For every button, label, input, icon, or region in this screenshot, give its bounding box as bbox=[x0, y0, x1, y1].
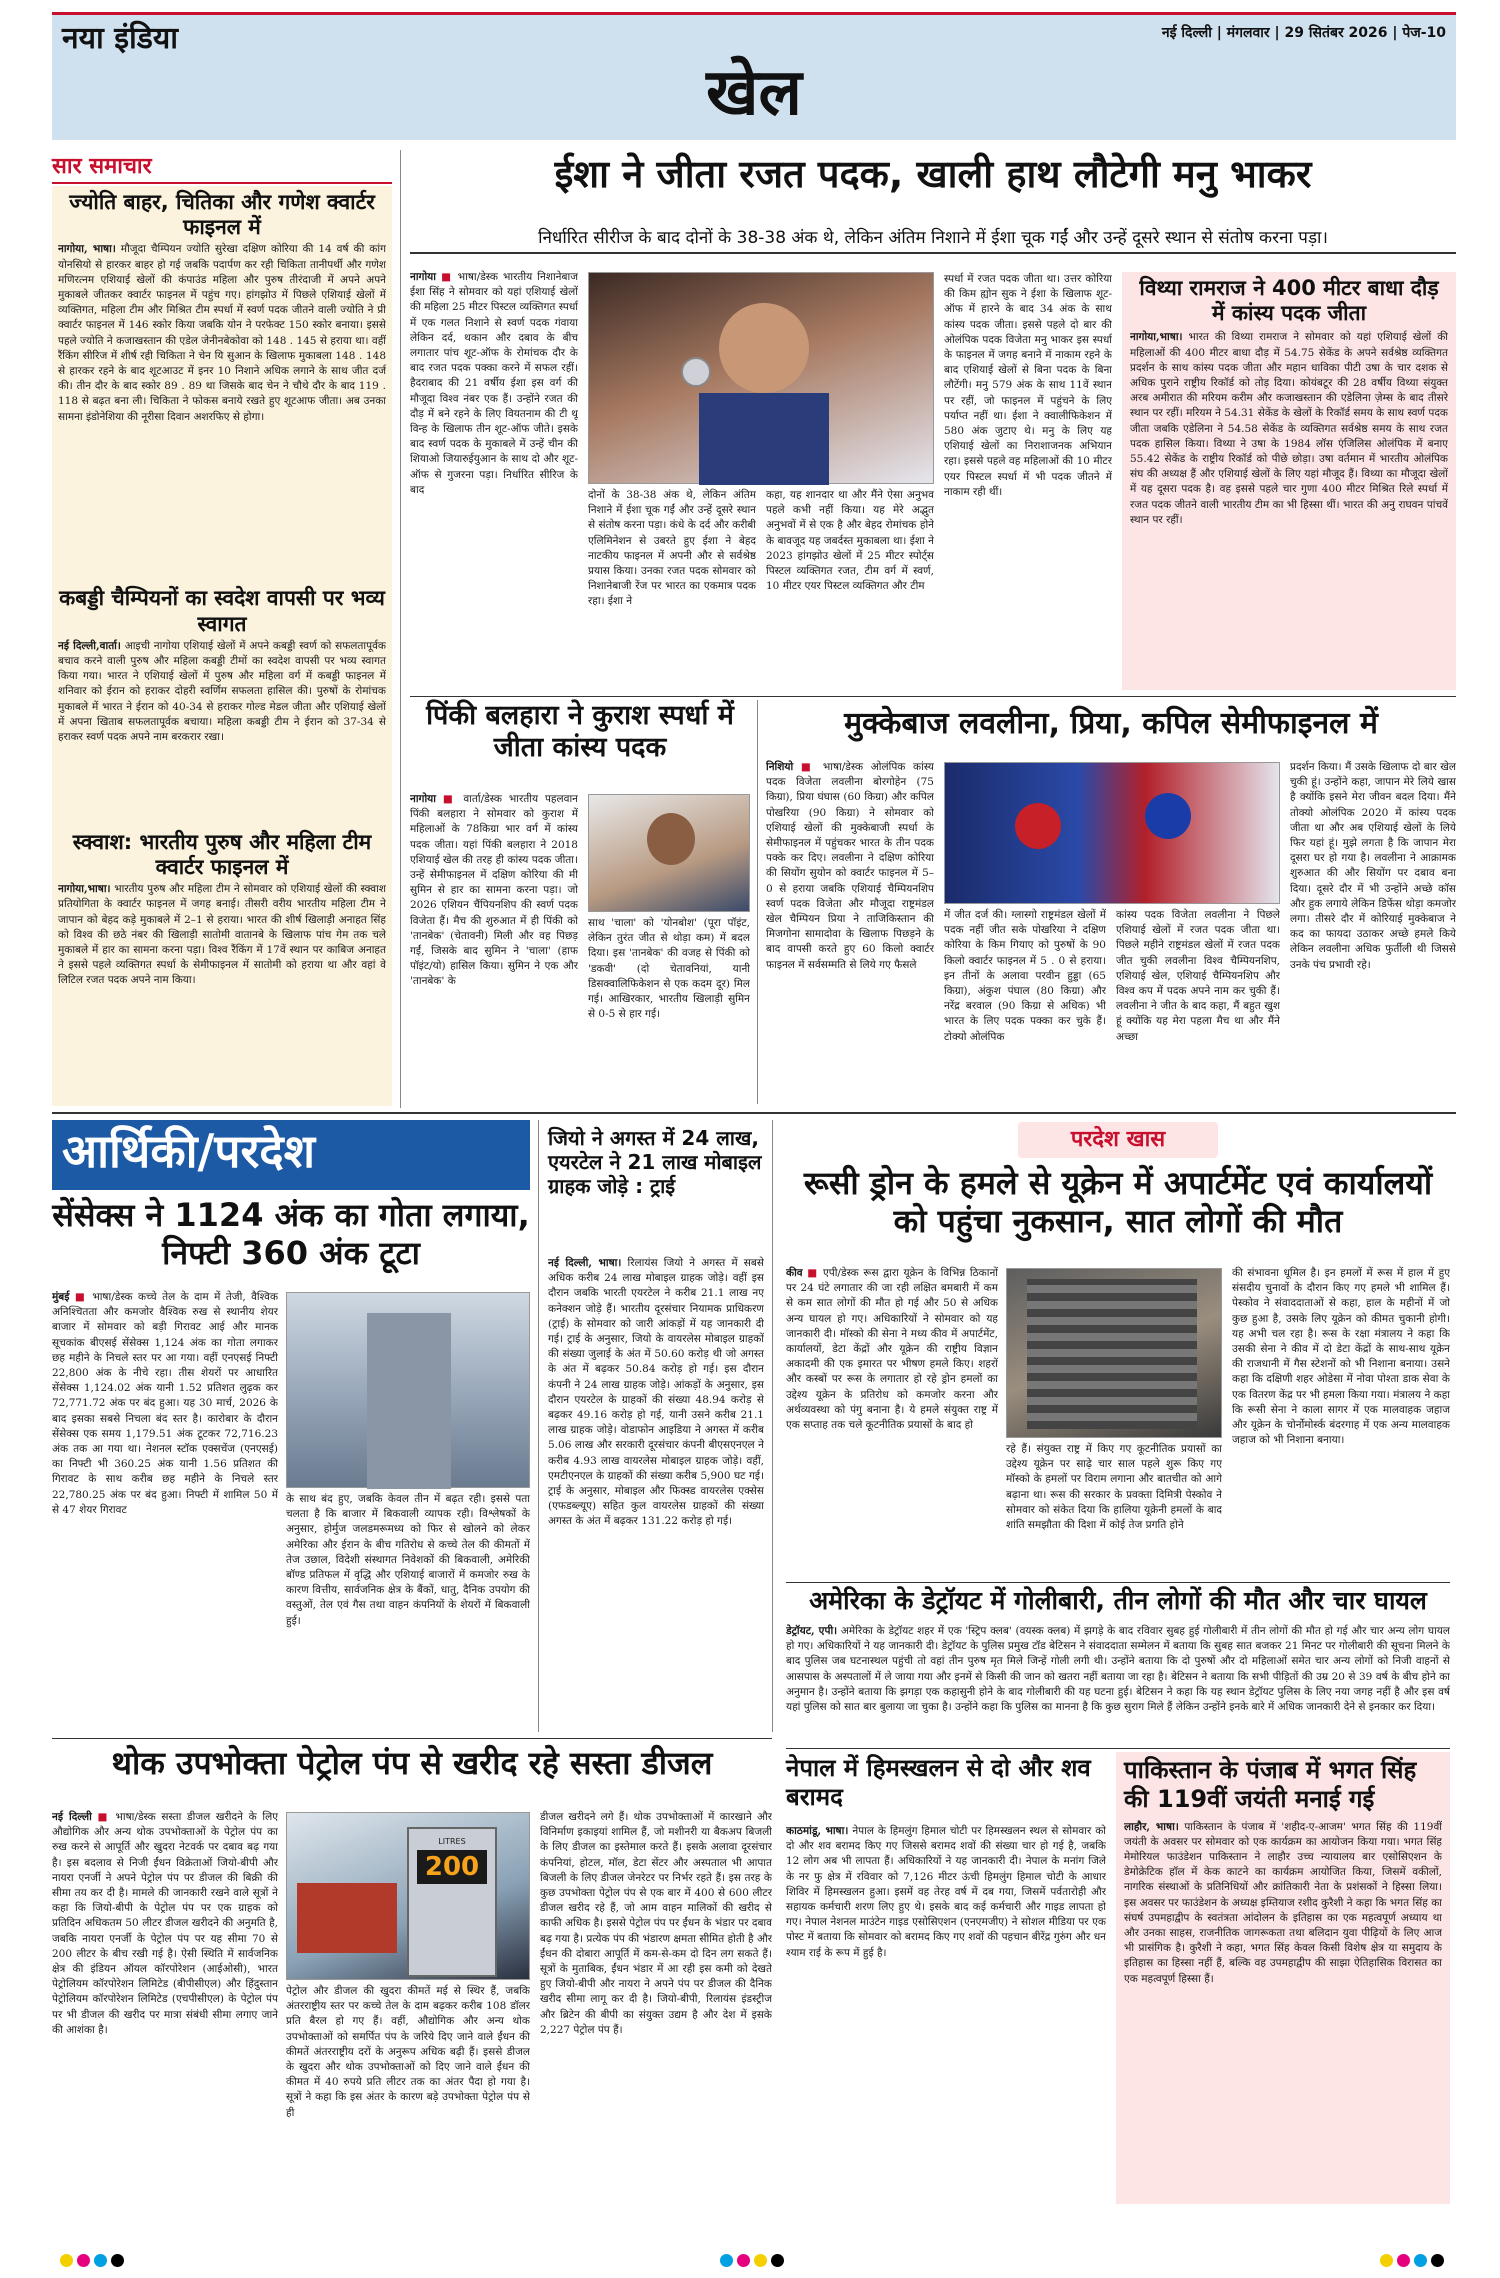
brief-headline: स्क्वाश: भारतीय पुरुष और महिला टीम क्वार्टर फाइनल में bbox=[72, 829, 372, 879]
nepal-dateline: काठमांडू, भाषा। bbox=[786, 1825, 849, 1837]
nepal-text: नेपाल के हिमलुंग हिमाल चोटी पर हिमस्खलन स्थल से सोमवार को दो और शव बरामद किए गए जिससे बरामद शवों की संख्या चार हो गई है, जबकि 12 लोग अब भी लापता हैं। अधिकारियों ने यह जानकारी दी। नेपाल के मनांग जिले के नर फु क्षेत्र में रविवार को 7,126 मीटर ऊंची हिमलुंग हिमाल चोटी के आधार शिविर में हिमस्खलन हुआ। इसमें वह तेरह वर्ष में दब गया, जिसमें पर्वतारोही और सहायक कर्मचारी शरण लिए हुए थे। इसके बाद कई कर्मचारी और गाइड लापता हो गए। नेपाल नेशनल माउंटेन गाइड एसोसिएशन (एनएमजीए) ने सोशल मीडिया पर एक पोस्ट में बताया कि सोमवार को बरामद किए गए शवों की पहचान बीरेंद्र गुरुंग और धन श्याम राई के रूप में हुई है। bbox=[786, 1825, 1106, 1959]
vithya-body bbox=[1130, 330, 1448, 668]
vithya-dateline: नागोया,भाषा। bbox=[1130, 331, 1183, 344]
boxing-photo bbox=[944, 762, 1280, 904]
glove-icon bbox=[1015, 803, 1061, 849]
nepal-headline: नेपाल में हिमस्खलन से दो और शव बरामद bbox=[786, 1754, 1091, 1811]
brief-dateline: नागोया, भाषा। bbox=[58, 243, 116, 256]
stock-exchange-photo bbox=[286, 1292, 530, 1488]
pinki-headline: पिंकी बलहारा ने कुराश स्पर्धा में जीता कांस्य पदक bbox=[426, 700, 734, 764]
jio-body bbox=[548, 1256, 764, 1732]
pump-label: LITRES bbox=[438, 1837, 466, 1846]
color-dot bbox=[754, 2254, 767, 2267]
color-dot bbox=[60, 2254, 73, 2267]
bhagat-box bbox=[1116, 1752, 1450, 2204]
ukraine-col-3: की संभावना धूमिल है। इन हमलों में रूस में हाल में हुए संसदीय चुनावों के दौरान किए गए हमले भी शामिल हैं। पेस्कोव ने संवाददाताओं से कहा, हाल के महीनों में जो कुछ हुआ है, उसके लिए यूक्रेन को कीमत चुकानी होगी। यह अभी चल रहा है। रूस के रक्षा मंत्रालय ने कहा कि उसकी सेना ने कीव में दो डेटा केंद्रों के साथ-साथ यूक्रेन की राजधानी में गैस स्टेशनों को भी निशाना बनाया। उसने कहा कि दक्षिणी शहर ओडेसा में नोवा पोश्ता डाक सेवा के एक वितरण केंद्र पर भी हमला किया गया। मंत्रालय ने कहा कि रूसी सेना ने काला सागर में एक मालवाहक जहाज और यूक्रेन के चोर्नोमोर्स्क बंदरगाह में एक अन्य मालवाहक जहाज को भी निशाना बनाया। bbox=[1232, 1267, 1450, 1447]
lead-subhead: निर्धारित सीरीज के बाद दोनों के 38-38 अंक थे, लेकिन अंतिम निशाने में ईशा चूक गईं और उन्हें दूसरे स्थान से संतोष करना पड़ा। bbox=[410, 228, 1456, 254]
brief-item bbox=[58, 586, 386, 823]
bhagat-dateline: लाहौर, भाषा। bbox=[1124, 1820, 1179, 1833]
glove-icon bbox=[1145, 793, 1191, 839]
registration-marks bbox=[720, 2252, 788, 2271]
truck-shape bbox=[297, 1883, 397, 1953]
ukraine-text: रूस द्वारा यूक्रेन के विभिन्न ठिकानों पर 24 घंटे लगातार की जा रही लक्षित बमबारी में कम से कम सात लोगों की मौत हो गई और 50 से अधिक अन्य घायल हो गए। अधिकारियों ने सोमवार को यह जानकारी दी। मॉस्को की सेना ने मध्य कीव में अपार्टमेंट, कार्यालयों, डेटा केंद्रों और यूक्रेन की राष्ट्रीय विज्ञान अकादमी की एक इमारत पर भीषण हमले किए। शहरों और कस्बों पर रूस के लगातार हो रहे ड्रोन हमलों का उद्देश्य यूक्रेन के प्रतिरोध को कमजोर करना और अर्थव्यवस्था को पंगु बनाना है। ये हमले संयुक्त राष्ट्र में एक सप्ताह तक चले कूटनीतिक प्रयासों के बाद हो bbox=[786, 1267, 998, 1432]
color-dot bbox=[77, 2254, 90, 2267]
color-dot bbox=[1431, 2254, 1444, 2267]
brief-headline: कबड्डी चैम्पियनों का स्वदेश वापसी पर भव्य स्वागत bbox=[59, 586, 385, 636]
column-divider bbox=[400, 150, 401, 1108]
masthead bbox=[52, 12, 1456, 140]
pump-display: 200 bbox=[417, 1850, 487, 1884]
damaged-building-photo bbox=[1006, 1268, 1222, 1438]
color-dot bbox=[1380, 2254, 1393, 2267]
paper-name: नया इंडिया bbox=[62, 21, 178, 56]
pinki-col-1: नागोया ■ वार्ता/डेस्क भारतीय पहलवान पिंकी बलहारा ने सोमवार को कुराश में महिलाओं के 78किग्रा भार वर्ग में कांस्य पदक जीता। यहां पिंकी बलहारा ने 2018 एशियाई खेल की तरह ही कांस्य पदक जीता। उन्हें सेमीफाइनल में दक्षिण कोरिया की मी सुमिन से हार का सामना करना पड़ा। जो 2026 एशियन चैंपियनशिप की स्वर्ण पदक विजेता हैं। मैच की शुरुआत में ही पिंकी को 'तानबेक' (चेतावनी) मिली और वह पिछड़ गईं, जिसके बाद सुमिन ने 'चाला' (हाफ पॉइंट/यो) हासिल किया। सुमिन ने एक और 'तानबेक' के bbox=[410, 793, 578, 988]
section-title: खेल bbox=[706, 56, 802, 130]
foreign-section bbox=[780, 1120, 1456, 2256]
date-line: नई दिल्ली | मंगलवार | 29 सितंबर 2026 | पेज-10 bbox=[1161, 25, 1446, 41]
sensex-text: कच्चे तेल के दाम में तेजी, वैश्विक अनिश्चितता और कमजोर वैश्विक रुख से स्थानीय शेयर बाजार में सोमवार को बड़ी गिरावट आई और मानक सूचकांक बीएसई सेंसेक्स 1,124 अंक का गोता लगाकर छह महीने के निचले स्तर पर आ गया। वहीं एनएसई निफ्टी 22,800 अंक के नीचे रहा। तीस शेयरों पर आधारित सेंसेक्स 1,124.02 अंक यानी 1.52 प्रतिशत लुढ़क कर 72,771.72 अंक पर बंद हुआ। यह 30 मार्च, 2026 के बाद इसका सबसे निचला बंद स्तर है। कारोबार के दौरान सेंसेक्स एक समय 1,179.51 अंक टूटकर 72,716.23 अंक तक आ गया था। नेशनल स्टॉक एक्सचेंज (एनएसई) का निफ्टी भी 360.25 अंक यानी 1.56 प्रतिशत की गिरावट के साथ करीब छह महीने के निचले स्तर 22,780.25 अंक पर बंद हुआ। निफ्टी में शामिल 50 में से 47 शेयर गिरावट bbox=[52, 1291, 278, 1516]
sensex-source: भाषा/डेस्क bbox=[92, 1291, 133, 1303]
diesel-col-1: नई दिल्ली ■ भाषा/डेस्क सस्ता डीजल खरीदने के लिए औद्योगिक और अन्य थोक उपभोक्ताओं के पेट्रोल पंप का रुख करने से आपूर्ति और खुदरा नेटवर्क पर दबाव बढ़ गया है। इस बदलाव से निजी ईंधन विक्रेताओं जियो-बीपी और नायरा एनर्जी ने अपने पेट्रोल पंप पर डीजल की बिक्री की सीमा तय कर दी है। मामले की जानकारी रखने वाले सूत्रों ने कहा कि जियो-बीपी के पेट्रोल पंप पर एक ग्राहक को प्रतिदिन अधिकतम 50 लीटर डीजल खरीदने की अनुमति है, जबकि नायरा एनर्जी के पेट्रोल पंप पर यह सीमा 70 से 200 लीटर के बीच रखी गई है। ऐसी स्थिति में सार्वजनिक क्षेत्र की इंडियन ऑयल कॉरपोरेशन (आईओसी), भारत पेट्रोलियम कॉरपोरेशन लिमिटेड (बीपीसीएल) और हिंदुस्तान पेट्रोलियम कॉरपोरेशन लिमिटेड (एचपीसीएल) के पेट्रोल पंप पर भी डीजल की खरीद पर मात्रा संबंधी सीमा लगाए जाने की आशंका है। bbox=[52, 1811, 278, 2036]
lead-text: भारतीय निशानेबाज ईशा सिंह ने सोमवार को यहां एशियाई खेलों की महिला 25 मीटर पिस्टल व्यक्तिगत स्पर्धा में एक गलत निशाने से स्वर्ण पदक गंवाया लेकिन दर्द, थकान और दबाव के बीच लगातार पांच शूट-ऑफ के रोमांचक दौर के बाद रजत पदक पक्का करने में सफल रहीं। हैदराबाद की 21 वर्षीय ईशा इस वर्ग की मौजूदा विश्व नंबर एक हैं। उन्होंने रजत की दौड़ में बने रहने के लिए वियतनाम की टी थू विन्ह के खिलाफ तीन शूट-ऑफ जीते। इसके बाद स्वर्ण पदक के मुकाबले में उन्हें चीन की शियाओ जियारुईयुआन के साथ दो और शूट-ऑफ से गुजरना पड़ा। निर्धारित सीरिज के बाद bbox=[410, 271, 578, 496]
lead-col-3: कहा, यह शानदार था और मैंने ऐसा अनुभव पहले कभी नहीं किया। यह मेरे अद्भुत अनुभवों में से एक है और बेहद रोमांचक होने के बावजूद यह जबर्दस्त मुकाबला था। ईशा ने 2023 हांगझोउ खेलों में 25 मीटर स्पोर्ट्स पिस्टल व्यक्तिगत रजत, टीम वर्ग में स्वर्ण, 10 मीटर एयर पिस्टल व्यक्तिगत और टीम bbox=[766, 489, 934, 593]
jio-dateline: नई दिल्ली, भाषा। bbox=[548, 1257, 622, 1269]
detroit-text: अमेरिका के डेट्रॉयट शहर में एक 'स्ट्रिप क्लब' (वयस्क क्लब) में झगड़े के बाद रविवार सुबह हुई गोलीबारी में तीन लोगों की मौत हो गई और चार अन्य लोग घायल हो गए। अधिकारियों ने यह जानकारी दी। डेट्रॉयट के पुलिस प्रमुख टॉड बेटिसन ने संवाददाता सम्मेलन में बताया कि सुबह सात बजकर 21 मिनट पर गोलीबारी की सूचना मिलने के बाद पुलिस जब घटनास्थल पहुंची तो वहां तीन पुरुष मृत मिले जिन्हें गोली लगी थी। उन्होंने बताया कि दो पुरुषों और दो महिलाओं समेत चार अन्य लोगों को निजी वाहनों से आसपास के अस्पतालों में ले जाया गया और इनमें से किसी की जान को खतरा नहीं बताया जा रहा है। बेटिसन ने बताया कि सभी पीड़ितों की उम्र 20 से 39 वर्ष के बीच होने का अनुमान है। उन्होंने बताया कि झगड़ा एक कहासुनी होने के बाद गोलीबारी की यह घटना हुई। बेटिसन ने कहा कि यह स्थान डेट्रॉयट पुलिस के लिए नया जगह नहीं है और इस वर्ष यहां पुलिस को सात बार बुलाया जा चुका है। उन्होंने कहा कि पुलिस का मानना है कि कुछ सुराग मिले हैं लेकिन उन्होंने इनके बारे में अधिक जानकारी देने से इनकार कर दिया। bbox=[786, 1625, 1450, 1714]
boxing-text: ओलंपिक कांस्य पदक विजेता लवलीना बोरगोहेन (75 किग्रा), प्रिया घंघास (60 किग्रा) और कपिल पोखरिया (90 किग्रा) ने सोमवार को एशियाई खेलों की मुक्केबाजी स्पर्धा के सेमीफाइनल में पहुंचकर भारत के तीन पदक पक्के कर दिए। लवलीना ने दक्षिण कोरिया की सियोंग सुयोन को क्वार्टर फाइनल में 5–0 से हराया जबकि एशियाई चैम्पियनशिप स्वर्ण पदक विजेता और मौजूदा राष्ट्रमंडल खेल चैम्पियन प्रिया ने ताजिकिस्तान की मिजगोना सामादोवा के खिलाफ पिछड़ने के बाद वापसी करते हुए 60 किलो क्वार्टर फाइनल में सर्वसम्मति से लिये गए फैसले bbox=[766, 761, 934, 971]
bhagat-text: पाकिस्तान के पंजाब में 'शहीद-ए-आजम' भगत सिंह की 119वीं जयंती के अवसर पर सोमवार को एक कार्यक्रम का आयोजन किया गया। भगत सिंह मेमोरियल फाउंडेशन पाकिस्तान ने लाहौर उच्च न्यायालय बार एसोसिएशन के डेमोक्रेटिक हॉल में केक काटने का कार्यक्रम आयोजित किया, जिसमें वकीलों, नागरिक संस्थाओं के प्रतिनिधियों और क्रांतिकारी नेता के प्रशंसकों ने हिस्सा लिया। इस अवसर पर फाउंडेशन के अध्यक्ष इम्तियाज रशीद कुरैशी ने कहा कि भगत सिंह का संघर्ष उपमहाद्वीप के स्वतंत्रता आंदोलन के इतिहास का एक महत्वपूर्ण अध्याय था और उनका साहस, राजनीतिक जागरूकता तथा बलिदान युवा पीढ़ियों के लिए आज भी प्रासंगिक है। कुरैशी ने कहा, भगत सिंह केवल किसी विशेष क्षेत्र या समुदाय के इतिहास का हिस्सा नहीं हैं, बल्कि वह उपमहाद्वीप की साझा ऐतिहासिक विरासत का एक महत्वपूर्ण हिस्सा हैं। bbox=[1124, 1820, 1442, 1985]
lead-dateline: नागोया bbox=[410, 271, 436, 283]
detroit-dateline: डेट्रॉयट, एपी। bbox=[786, 1625, 838, 1637]
briefs-box bbox=[52, 186, 392, 1106]
diesel-col-3: डीजल खरीदने लगे हैं। थोक उपभोक्ताओं में कारखाने और विनिर्माण इकाइयां शामिल हैं, जो मशीनरी या बैकअप बिजली के लिए डीजल का इस्तेमाल करते हैं। इसके अलावा दूरसंचार कंपनियां, होटल, मॉल, डेटा सेंटर और अस्पताल भी आपात बिजली के लिए डीजल जेनरेटर पर निर्भर रहते हैं। इस तरह के कुछ उपभोक्ता पेट्रोल पंप से एक बार में 400 से 600 लीटर डीजल खरीद रहे हैं, जो आम वाहन मालिकों की खरीद से काफी अधिक है। इससे पेट्रोल पंप पर ईंधन के भंडार पर दबाव बढ़ गया है। प्रत्येक पंप की भंडारण क्षमता सीमित होती है और ईंधन की दोबारा आपूर्ति में कम-से-कम दो दिन लग सकते हैं। सूत्रों के मुताबिक, ईंधन भंडार में आ रही इस कमी को देखते हुए जियो-बीपी और नायरा ने अपने पंप पर डीजल की दैनिक खरीद सीमा लागू कर दी है। जियो-बीपी, रिलायंस इंडस्ट्रीज और ब्रिटेन की बीपी का संयुक्त उद्यम है और देश में इसके 2,227 पेट्रोल पंप हैं। bbox=[540, 1811, 772, 2036]
brief-item bbox=[58, 830, 386, 1082]
registration-marks bbox=[1380, 2252, 1448, 2271]
vithya-text: भारत की विथ्या रामराज ने सोमवार को यहां एशियाई खेलों की महिलाओं की 400 मीटर बाधा दौड़ में 54.75 सेकेंड के अपने सर्वश्रेष्ठ व्यक्तिगत प्रदर्शन के साथ कांस्य पदक जीता और महान धाविका पीटी उषा के चार दशक से अधिक पुराने राष्ट्रीय रिकॉर्ड को तोड़ दिया। कोयंबटूर की 28 वर्षीय विथ्या संयुक्त अरब अमीरात की मरियम करीम और कजाखस्तान की एडेलिना ज़ेम्स के बाद तीसरे स्थान पर रहीं। मरियम ने 54.31 सेकेंड के खेलों के रिकॉर्ड समय के साथ स्वर्ण पदक जीता जबकि एडेलिना ने 54.58 सेकेंड के व्यक्तिगत सर्वश्रेष्ठ समय के साथ रजत पदक हासिल किया। विथ्या ने उषा के 1984 लॉस एंजिलिस ओलंपिक में बनाए 55.42 सेकेंड के राष्ट्रीय रिकॉर्ड को पीछे छोड़ा। उषा वर्तमान में भारतीय ओलंपिक संघ की अध्यक्ष हैं और एशियाई खेलों के लिए यहां मौजूद हैं। विथ्या का मौजूदा खेलों में यह दूसरा पदक है। वह इससे पहले चार गुणा 400 मीटर मिश्रित रिले स्पर्धा में रजत पदक जीतने वाली भारतीय टीम का भी हिस्सा थीं। भारत की अनु राघवन पांचवें स्थान पर रहीं। bbox=[1130, 331, 1448, 526]
jio-headline: जियो ने अगस्त में 24 लाख, एयरटेल ने 21 लाख मोबाइल ग्राहक जोड़े : ट्राई bbox=[548, 1126, 762, 1198]
shooter-photo bbox=[588, 272, 934, 484]
section-rule bbox=[786, 1748, 1450, 1749]
diesel-dateline: नई दिल्ली bbox=[52, 1811, 92, 1823]
sensex-dateline: मुंबई bbox=[52, 1291, 70, 1303]
sensex-col-1: मुंबई ■ भाषा/डेस्क कच्चे तेल के दाम में तेजी, वैश्विक अनिश्चितता और कमजोर वैश्विक रुख से स्थानीय शेयर बाजार में सोमवार को बड़ी गिरावट आई और मानक सूचकांक बीएसई सेंसेक्स 1,124 अंक का गोता लगाकर छह महीने के निचले स्तर पर आ गया। वहीं एनएसई निफ्टी 22,800 अंक के नीचे रहा। तीस शेयरों पर आधारित सेंसेक्स 1,124.02 अंक यानी 1.52 प्रतिशत लुढ़क कर 72,771.72 अंक पर बंद हुआ। यह 30 मार्च, 2026 के बाद इसका सबसे निचला बंद स्तर है। कारोबार के दौरान सेंसेक्स एक समय 1,179.51 अंक टूटकर 72,716.23 अंक तक आ गया था। नेशनल स्टॉक एक्सचेंज (एनएसई) का निफ्टी भी 360.25 अंक यानी 1.56 प्रतिशत की गिरावट के साथ करीब छह महीने के निचले स्तर 22,780.25 अंक पर बंद हुआ। निफ्टी में शामिल 50 में से 47 शेयर गिरावट bbox=[52, 1291, 278, 1516]
jio-text: रिलायंस जियो ने अगस्त में सबसे अधिक करीब 24 लाख मोबाइल ग्राहक जोड़े। वहीं इस दौरान जबकि भारती एयरटेल ने करीब 21.1 लाख नए कनेक्शन जोड़े हैं। भारतीय दूरसंचार नियामक प्राधिकरण (ट्राई) के सोमवार को जारी आंकड़ों में यह जानकारी दी गई। ट्राई के अनुसार, जियो के वायरलेस मोबाइल ग्राहकों की संख्या जुलाई के अंत में 50.60 करोड़ थी जो अगस्त के अंत में बढ़कर 50.84 करोड़ हो गई। इस दौरान कंपनी ने 24 लाख ग्राहक जोड़े। आंकड़ों के अनुसार, इस दौरान एयरटेल के ग्राहकों की संख्या 48.94 करोड़ से बढ़कर 49.16 करोड़ हो गई, यानी उसने करीब 21.1 लाख ग्राहक जोड़े। वोडाफोन आइडिया ने अगस्त में करीब 5.06 लाख और सरकारी दूरसंचार कंपनी बीएसएनएल ने करीब 4.93 लाख वायरलेस मोबाइल ग्राहक जोड़े। वहीं, एमटीएनएल के ग्राहकों की संख्या करीब 5,900 घट गई। ट्राई के अनुसार, मोबाइल और फिक्स्ड वायरलेस एक्सेस (एफडब्ल्यूए) सहित कुल वायरलेस ग्राहकों की संख्या अगस्त के अंत में बढ़कर 131.22 करोड़ हो गई। bbox=[548, 1257, 764, 1528]
page-divider bbox=[52, 1112, 1456, 1114]
lead-headline: ईशा ने जीता रजत पदक, खाली हाथ लौटेगी मनु भाकर bbox=[554, 152, 1312, 196]
brief-text: मौजूदा चैम्पियन ज्योति सुरेखा दक्षिण कोरिया की 14 वर्ष की कांग योनसियो से हारकर बाहर हो गई जबकि पदार्पण कर रही चिकिता तानीपर्थी और गणेश मणिरत्नम एशियाई खेलों की कंपाउंड महिला और पुरुष तीरंदाजी में अपने अपने मुकाबले जीतकर क्वार्टर फाइनल में पहुंच गए। हांगझोउ में पिछले एशियाई खेलों में व्यक्तिगत, महिला टीम और मिश्रित टीम स्पर्धा में स्वर्ण पदक जीतने वाली ज्योति ने प्री क्वार्टर फाइनल में 146 स्कोर किया जबकि योन ने परफेक्ट 150 स्कोर बनाया। इससे पहले ज्योति ने कजाखस्तान की एडेल जेनीनबेकोवा को 148 . 145 से हराया था। वहीं रैंकिंग सीरिज में शीर्ष रही चिकिता ने चेन यि सुआन के खिलाफ मुकाबला 148 . 148 से हारकर रहने के बाद शूटआउट में इनर 10 निशाने अधिक लगाने के साथ जीत दर्ज की। तीन दौर के बाद स्कोर 89 . 89 था जिसके बाद चेन ने चौथे दौर के बाद 119 . 118 से बढ़त बना ली। चिकिता ने फोकस बनाये रखते हुए शूटआफ जीता। अब उनका सामना इंडोनेशिया की नूरीसा दिवान अशरफिए से होगा। bbox=[58, 243, 386, 423]
pinki-col-2: साथ 'चाला' को 'योनबोश' (पूरा पॉइंट, लेकिन तुरंत जीत से थोड़ा कम) में बदल दिया। इस 'तानबेक' की वजह से पिंकी को 'डकवी' (दो चेतावनियां, यानी डिसक्वालिफिकेशन से एक कदम दूर) मिल गई। आखिरकार, भारतीय खिलाड़ी सुमिन से 0-5 से हार गई। bbox=[588, 917, 750, 1021]
lead-col-1: नागोया ■ भाषा/डेस्क भारतीय निशानेबाज ईशा सिंह ने सोमवार को यहां एशियाई खेलों की महिला 25 मीटर पिस्टल व्यक्तिगत स्पर्धा में एक गलत निशाने से स्वर्ण पदक गंवाया लेकिन दर्द, थकान और दबाव के बीच लगातार पांच शूट-ऑफ के रोमांचक दौर के बाद रजत पदक पक्का करने में सफल रहीं। हैदराबाद की 21 वर्षीय ईशा इस वर्ग की मौजूदा विश्व नंबर एक हैं। उन्होंने रजत की दौड़ में बने रहने के लिए वियतनाम की टी थू विन्ह के खिलाफ तीन शूट-ऑफ जीते। इसके बाद स्वर्ण पदक के मुकाबले में उन्हें चीन की शियाओ जियारुईयुआन के साथ दो और शूट-ऑफ से गुजरना पड़ा। निर्धारित सीरिज के बाद bbox=[410, 271, 578, 496]
building-ruins bbox=[1027, 1279, 1197, 1429]
boxing-source: भाषा/डेस्क bbox=[822, 761, 864, 773]
boxing-dateline: निशियो bbox=[766, 761, 794, 773]
building-shape bbox=[367, 1313, 451, 1489]
color-dot bbox=[94, 2254, 107, 2267]
color-dot bbox=[111, 2254, 124, 2267]
pinki-source: वार्ता/डेस्क bbox=[463, 793, 502, 805]
brief-dateline: नागोया,भाषा। bbox=[58, 883, 111, 896]
athlete-figure bbox=[719, 303, 809, 393]
ukraine-dateline: कीव bbox=[786, 1267, 803, 1279]
foreign-label: परदेश खास bbox=[1018, 1122, 1218, 1158]
brief-text: भारतीय पुरुष और महिला टीम ने सोमवार को एशियाई खेलों की स्क्वाश प्रतियोगिता के क्वार्टर फाइनल में जगह बनाई। तीसरी वरीय भारतीय महिला टीम ने जापान को बेहद कड़े मुकाबले में 2–1 से हराया। भारत की शीर्ष खिलाड़ी अनाहत सिंह को विश्व की छठे नंबर की खिलाड़ी सातोमी वातानबे के खिलाफ पांच गेम तक चले मुकाबले में हार का सामना करना पड़ा। विश्व रैंकिंग में 17वें स्थान पर काबिज अनाहत ने इससे पहले व्यक्तिगत स्पर्धा के सेमीफाइनल में सातोमी को हराया था और वहां वे लिटिल रजत पदक अपने नाम किया। bbox=[58, 883, 386, 987]
fuel-pump-photo bbox=[286, 1812, 530, 1980]
lead-col-4: स्पर्धा में रजत पदक जीता था। उत्तर कोरिया की किम ह्योन सुक ने ईशा के खिलाफ शूट-ऑफ में हारने के बाद 34 अंक के साथ कांस्य पदक जीता। इससे पहले दो बार की ओलंपिक पदक विजेता मनु भाकर इस स्पर्धा के फाइनल में जगह बनाने में नाकाम रहने के बाद एशियाई खेलों से बिना पदक के बिना लौटेंगी। मनु 579 अंक के साथ 11वें स्थान पर रहीं, जो फाइनल में पहुंचने के लिए पर्याप्त नहीं था। ईशा ने क्वालीफिकेशन में 580 अंक जुटाए थे। मनु के लिए यह एशियाई खेलों का निराशाजनक अभियान रहा। इससे पहले वह महिलाओं की 10 मीटर एयर पिस्टल स्पर्धा में भी पदक जीतने में नाकाम रही थीं। bbox=[944, 273, 1112, 498]
wrestler-photo bbox=[588, 794, 750, 912]
boxing-col-1: निशियो ■ भाषा/डेस्क ओलंपिक कांस्य पदक विजेता लवलीना बोरगोहेन (75 किग्रा), प्रिया घंघास (60 किग्रा) और कपिल पोखरिया (90 किग्रा) ने सोमवार को एशियाई खेलों की मुक्केबाजी स्पर्धा के सेमीफाइनल में पहुंचकर भारत के तीन पदक पक्के कर दिए। लवलीना ने दक्षिण कोरिया की सियोंग सुयोन को क्वार्टर फाइनल में 5–0 से हराया जबकि एशियाई चैम्पियनशिप स्वर्ण पदक विजेता और मौजूदा राष्ट्रमंडल खेल चैम्पियन प्रिया ने ताजिकिस्तान की मिजगोना सामादोवा के खिलाफ पिछड़ने के बाद वापसी करते हुए 60 किलो क्वार्टर फाइनल में सर्वसम्मति से लिये गए फैसले bbox=[766, 761, 934, 971]
section-rule bbox=[786, 1582, 1450, 1583]
diesel-source: भाषा/डेस्क bbox=[115, 1811, 156, 1823]
boxing-col-2: में जीत दर्ज की। ग्लास्गो राष्ट्रमंडल खेलों में पदक नहीं जीत सके पोखरिया ने दक्षिण कोरिया के किम गियाए को पुरुषों के 90 किलो क्वार्टर फाइनल में 5 . 0 से हराया। इन तीनों के अलावा परवीन हुड्डा (65 किग्रा), अंकुश पंघाल (80 किग्रा) और नरेंद्र बरवाल (90 किग्रा से अधिक) भी भारत के लिए पदक पक्का कर चुके हैं। टोक्यो ओलंपिक bbox=[944, 909, 1106, 1043]
color-dot bbox=[1414, 2254, 1427, 2267]
brief-item bbox=[58, 190, 386, 580]
section-rule bbox=[410, 696, 1456, 697]
briefs-label: सार समाचार bbox=[52, 150, 392, 184]
ukraine-col-2: रहे हैं। संयुक्त राष्ट्र में किए गए कूटनीतिक प्रयासों का उद्देश्य यूक्रेन पर साढ़े चार साल पहले शुरू किए गए मॉस्को के हमलों पर विराम लगाना और बातचीत को आगे बढ़ाना था। रूस की सरकार के प्रवक्ता दिमित्री पेस्कोव ने सोमवार को संकेत दिया कि हालिया यूक्रेनी हमलों के बाद शांति समझौता की दिशा में कोई तेज प्रगति होने bbox=[1006, 1443, 1222, 1532]
pump-body bbox=[407, 1827, 497, 1977]
section-rule bbox=[52, 1738, 772, 1739]
boxing-col-4: प्रदर्शन किया। मैं उसके खिलाफ दो बार खेल चुकी हूं। उन्होंने कहा, जापान मेरे लिये खास है क्योंकि इसने मेरा जीवन बदल दिया। मैंने तोक्यो ओलंपिक 2020 में कांस्य पदक जीता था और अब एशियाई खेलों के लिये फिर यहां हूं। मुझे लगता है कि जापान मेरा दूसरा घर हो गया है। लवलीना ने आक्रामक शुरुआत की और सियोंग पर दबाव बना दिया। दूसरे दौर में भी उन्होंने अच्छे कॉस और हुक लगाये लेकिन डिफेंस थोड़ा कमजोर लगा। तीसरे दौर में कोरियाई मुक्केबाज ने कद का फायदा उठाकर अच्छे हमले किये लेकिन लवलीना अधिक फुर्तीली थी जिससे उनके पंच प्रभावी रहे। bbox=[1290, 761, 1456, 971]
column-divider bbox=[757, 700, 758, 1104]
column-divider bbox=[538, 1120, 539, 1732]
brief-headline: ज्योति बाहर, चितिका और गणेश क्वार्टर फाइनल में bbox=[69, 190, 375, 240]
detroit-headline: अमेरिका के डेट्रॉयट में गोलीबारी, तीन लोगों की मौत और चार घायल bbox=[809, 1586, 1427, 1615]
color-dot bbox=[737, 2254, 750, 2267]
brief-dateline: नई दिल्ली,वार्ता। bbox=[58, 639, 121, 652]
lead-col-2: दोनों के 38-38 अंक थे, लेकिन अंतिम निशाने में ईशा चूक गईं और उन्हें दूसरे स्थान से संतोष करना पड़ा। कंधे के दर्द और करीबी एलिमिनेशन से उबरते हुए ईशा ने बेहद नाटकीय फाइनल में अपनी और से सर्वश्रेष्ठ प्रयास किया। उनका रजत पदक सोमवार को निशानेबाजी रेंज पर भारत का एकमात्र पदक रहा। ईशा ने bbox=[588, 489, 756, 608]
pinki-dateline: नागोया bbox=[410, 793, 436, 805]
sensex-col-2: के साथ बंद हुए, जबकि केवल तीन में बढ़त रही। इससे पता चलता है कि बाजार में बिकवाली व्यापक रही। विश्लेषकों के अनुसार, होर्मुज जलडमरूमध्य को फिर से खोलने को लेकर अमेरिका और ईरान के बीच गतिरोध से कच्चे तेल की कीमतों में तेज उछाल, विदेशी संस्थागत निवेशकों की बिकवाली, अमेरिकी बॉण्ड प्रतिफल में वृद्धि और एशियाई बाजारों में कमजोर रुख के कारण वित्तीय, सार्वजनिक क्षेत्र के बैंकों, धातु, दैनिक उपयोग की वस्तुओं, तेल एवं गैस तथा वाहन कंपनियों के शेयरों में बिकवाली हुई। bbox=[286, 1493, 530, 1627]
lead-source: भाषा/डेस्क bbox=[457, 271, 498, 283]
diesel-col-2: पेट्रोल और डीजल की खुदरा कीमतें मई से स्थिर हैं, जबकि अंतरराष्ट्रीय स्तर पर कच्चे तेल के दाम बढ़कर करीब 108 डॉलर प्रति बैरल हो गए हैं। वहीं, औद्योगिक और अन्य थोक उपभोक्ताओं को समर्पित पंप के जरिये दिए जाने वाले ईंधन की कीमतें अंतरराष्ट्रीय दरों के अनुरूप अधिक बढ़ी हैं। इससे डीजल के खुदरा और थोक उपभोक्ताओं को दिए जाने वाले ईंधन की कीमत में 40 रुपये प्रति लीटर तक का अंतर पैदा हो गया है। सूत्रों ने कहा कि इस अंतर के कारण बड़े उपभोक्ता पेट्रोल पंप से ही bbox=[286, 1985, 530, 2119]
bhagat-body bbox=[1124, 1820, 1442, 2190]
diesel-text: सस्ता डीजल खरीदने के लिए औद्योगिक और अन्य थोक उपभोक्ताओं के पेट्रोल पंप का रुख करने से आपूर्ति और खुदरा नेटवर्क पर दबाव बढ़ गया है। इस बदलाव से निजी ईंधन विक्रेताओं जियो-बीपी और नायरा एनर्जी ने अपने पेट्रोल पंप पर डीजल की बिक्री की सीमा तय कर दी है। मामले की जानकारी रखने वाले सूत्रों ने कहा कि जियो-बीपी के पेट्रोल पंप पर एक ग्राहक को प्रतिदिन अधिकतम 50 लीटर डीजल खरीदने की अनुमति है, जबकि नायरा एनर्जी के पेट्रोल पंप पर यह सीमा 70 से 200 लीटर के बीच रखी गई है। ऐसी स्थिति में सार्वजनिक क्षेत्र की इंडियन ऑयल कॉरपोरेशन (आईओसी), भारत पेट्रोलियम कॉरपोरेशन लिमिटेड (बीपीसीएल) और हिंदुस्तान पेट्रोलियम कॉरपोरेशन लिमिटेड (एचपीसीएल) के पेट्रोल पंप पर भी डीजल की खरीद पर मात्रा संबंधी सीमा लगाए जाने की आशंका है। bbox=[52, 1811, 278, 2036]
medal-icon bbox=[681, 357, 711, 387]
vithya-box bbox=[1122, 272, 1456, 690]
ukraine-headline: रूसी ड्रोन के हमले से यूक्रेन में अपार्टमेंट एवं कार्यालयों को पहुंचा नुकसान, सात लोगों की मौत bbox=[803, 1164, 1433, 1241]
brief-text: आइची नागोया एशियाई खेलों में अपने कबड्डी स्वर्ण को सफलतापूर्वक बचाव करने वाली पुरुष और महिला कबड्डी टीमों का स्वदेश वापसी पर भव्य स्वागत किया गया। भारत ने एशियाई खेलों में पुरुष और महिला वर्ग में कबड्डी फाइनल में शनिवार को ईरान को हराकर दोहरी स्वर्णिम सफलता हासिल की। पुरुषों के रोमांचक मुकाबले में भारत ने ईरान को 40-34 से हराकर गोल्ड मेडल जीता और एशियाई खेलों में अपना खिताब सफलतापूर्वक बचाया। महिला कबड्डी टीम ने ईरान को 37-34 से हराकर स्वर्ण पदक अपने नाम बरकरार रखा। bbox=[58, 639, 386, 743]
vithya-headline: विथ्या रामराज ने 400 मीटर बाधा दौड़ में कांस्य पदक जीता bbox=[1139, 276, 1439, 326]
ukraine-col-1: कीव ■ एपी/डेस्क रूस द्वारा यूक्रेन के विभिन्न ठिकानों पर 24 घंटे लगातार की जा रही लक्षित बमबारी में कम से कम सात लोगों की मौत हो गई और 50 से अधिक अन्य घायल हो गए। अधिकारियों ने सोमवार को यह जानकारी दी। मॉस्को की सेना ने मध्य कीव में अपार्टमेंट, कार्यालयों, डेटा केंद्रों और यूक्रेन की राष्ट्रीय विज्ञान अकादमी की एक इमारत पर भीषण हमले किए। शहरों और कस्बों पर रूस के लगातार हो रहे ड्रोन हमलों का उद्देश्य यूक्रेन के प्रतिरोध को कमजोर करना और अर्थव्यवस्था को पंगु बनाना है। ये हमले संयुक्त राष्ट्र में एक सप्ताह तक चले कूटनीतिक प्रयासों के बाद हो bbox=[786, 1267, 998, 1432]
ukraine-source: एपी/डेस्क bbox=[822, 1267, 859, 1279]
brief-body bbox=[58, 639, 386, 824]
boxing-col-3: कांस्य पदक विजेता लवलीना ने पिछले एशियाई खेलों में रजत पदक जीता था। पिछले महीने राष्ट्रमंडल खेलों में रजत पदक जीत चुकी लवलीना विश्व चैम्पियनशिप, एशियाई खेल, एशियाई चैम्पियनशिप और विश्व कप में पदक अपने नाम कर चुकी हैं। लवलीना ने जीत के बाद कहा, मैं बहुत खुश हूं क्योंकि यह मेरा पहला मैच था और मैंने अच्छा bbox=[1116, 909, 1280, 1043]
color-dot bbox=[1397, 2254, 1410, 2267]
sensex-headline: सेंसेक्स ने 1124 अंक का गोता लगाया, निफ्टी 360 अंक टूटा bbox=[52, 1196, 530, 1273]
nepal-body bbox=[786, 1824, 1106, 2204]
athlete-figure bbox=[647, 813, 695, 865]
detroit-body bbox=[786, 1624, 1450, 1742]
brief-body bbox=[58, 242, 386, 580]
economy-banner: आर्थिकी/परदेश bbox=[52, 1120, 530, 1190]
boxing-headline: मुक्केबाज लवलीना, प्रिया, कपिल सेमीफाइनल में bbox=[844, 706, 1378, 741]
color-dot bbox=[771, 2254, 784, 2267]
diesel-headline: थोक उपभोक्ता पेट्रोल पंप से खरीद रहे सस्ता डीजल bbox=[111, 1744, 713, 1782]
bhagat-headline: पाकिस्तान के पंजाब में भगत सिंह की 119वीं जयंती मनाई गई bbox=[1124, 1756, 1417, 1813]
briefs-column bbox=[52, 150, 392, 1108]
color-dot bbox=[720, 2254, 733, 2267]
pinki-text: भारतीय पहलवान पिंकी बलहारा ने सोमवार को कुराश में महिलाओं के 78किग्रा भार वर्ग में कांस्य पदक जीता। यहां पिंकी बलहारा ने 2018 एशियाई खेल की तरह ही कांस्य पदक जीता। उन्हें सेमीफाइनल में दक्षिण कोरिया की मी सुमिन से हार का सामना करना पड़ा। जो 2026 एशियन चैंपियनशिप की स्वर्ण पदक विजेता हैं। मैच की शुरुआत में ही पिंकी को 'तानबेक' (चेतावनी) मिली और वह पिछड़ गईं, जिसके बाद सुमिन ने 'चाला' (हाफ पॉइंट/यो) हासिल किया। सुमिन ने एक और 'तानबेक' के bbox=[410, 793, 578, 988]
column-divider bbox=[772, 1120, 773, 1732]
brief-body bbox=[58, 882, 386, 1082]
registration-marks bbox=[60, 2252, 128, 2271]
athlete-jersey bbox=[699, 393, 829, 485]
